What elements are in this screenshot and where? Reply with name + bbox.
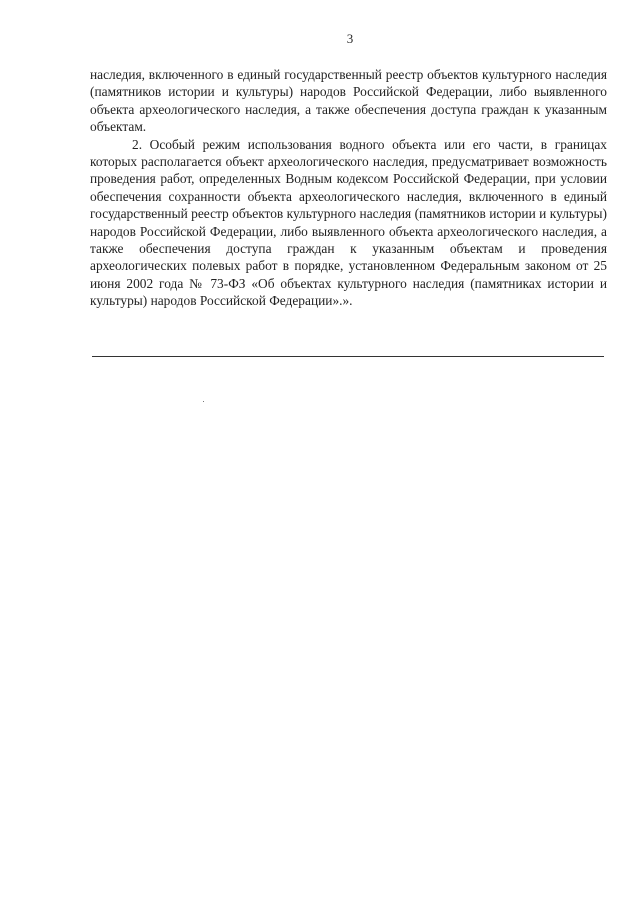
document-body — [90, 66, 607, 310]
scan-speck — [203, 401, 204, 402]
end-of-text-rule — [92, 356, 604, 357]
page-number: 3 — [346, 31, 354, 46]
paragraph-continuation: наследия, включенного в единый государственный реестр объектов культурного наследия (памятников истории и культуры) народов Российской Федерации, либо выявленного объекта археологического наследия, а также обеспечения доступа граждан к указанным объектам. — [90, 67, 607, 135]
paragraph-item-2: 2. Особый режим использования водного объекта или его части, в границах которых располагается объект археологического наследия, предусматривает возможность проведения работ, определенных Водным кодексом Российской Федерации, при условии обеспечения сохранности объекта археологического наследия, включенного в единый государственный реестр объектов культурного наследия (памятников истории и культуры) народов Российской Федерации, либо выявленного объекта археологического наследия, а также обеспечения доступа граждан к указанным объектам и проведения археологических полевых работ в порядке, установленном Федеральным законом от 25 июня 2002 года № 73-ФЗ «Об объектах культурного наследия (памятниках истории и культуры) народов Российской Федерации».». — [90, 136, 607, 309]
